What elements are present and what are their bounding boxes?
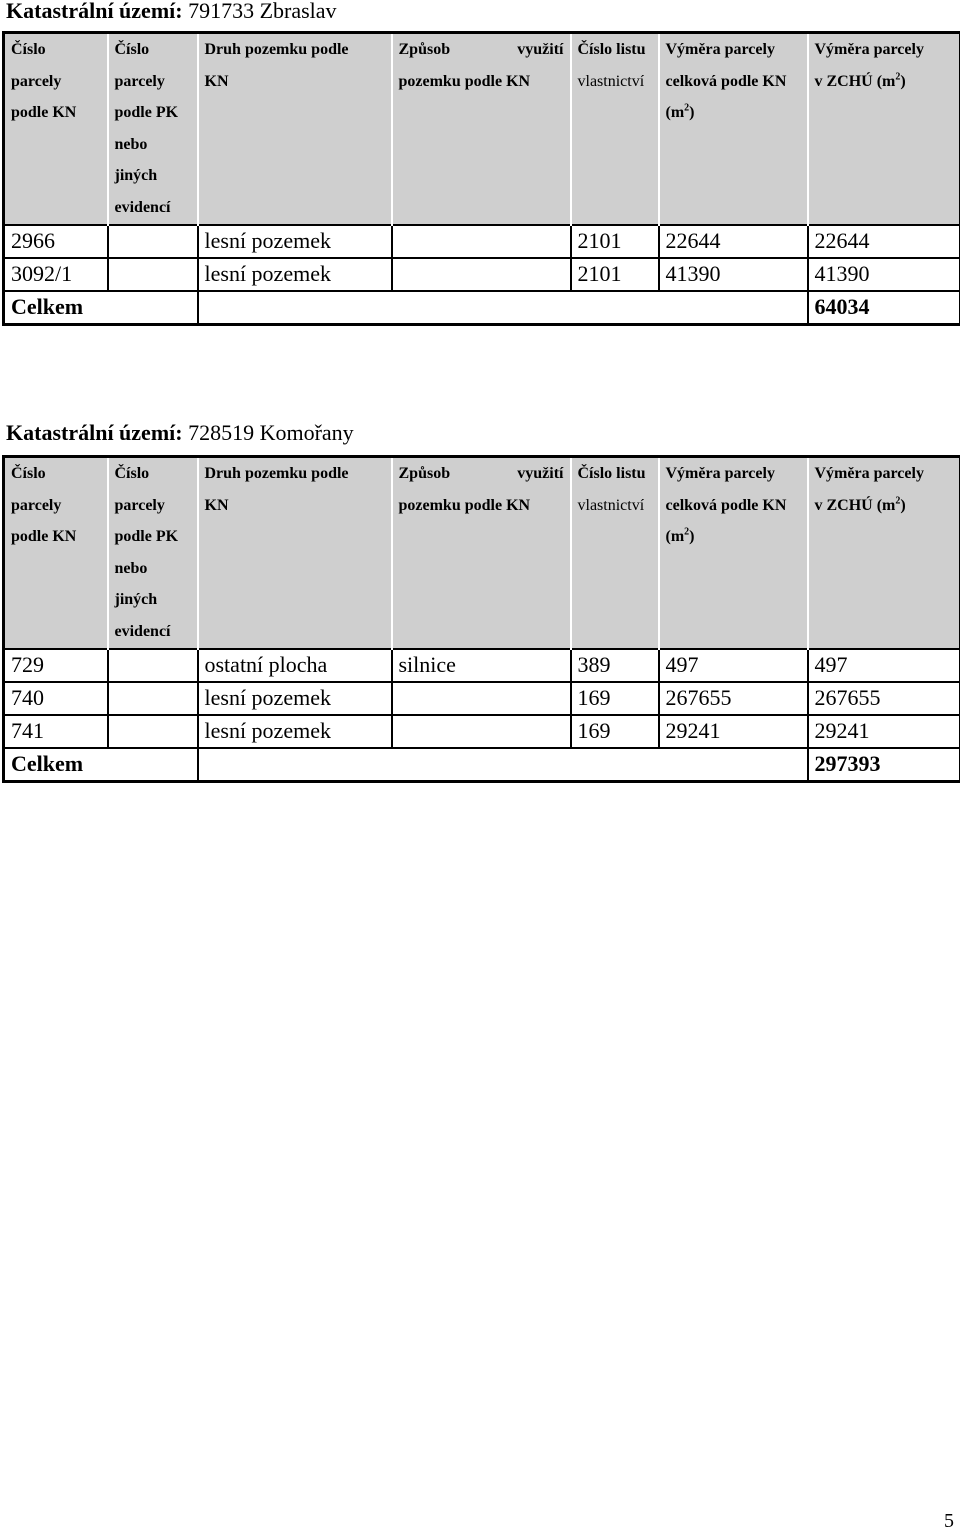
header-area-zchu: Výměra parcely v ZCHÚ $(m^2)$ [808, 33, 960, 225]
cell-parcel-kn: 2966 [4, 225, 108, 258]
table-header-row [4, 457, 960, 649]
header-parcel-pk: Číslo parcely podle PK nebo jiných evidencí [108, 457, 198, 649]
section-title-zbraslav [6, 0, 337, 24]
total-value: 297393 [808, 748, 960, 782]
cell-land-use [392, 682, 571, 715]
header-parcel-kn: Číslo parcely podle KN [4, 457, 108, 649]
header-ownership-list: Číslo listu vlastnictví [571, 457, 659, 649]
cell-parcel-kn: 740 [4, 682, 108, 715]
cell-ownership-list: 389 [571, 649, 659, 682]
cell-land-use [392, 225, 571, 258]
cell-area-total: 22644 [659, 225, 808, 258]
total-filler [198, 291, 808, 325]
cell-parcel-kn: 729 [4, 649, 108, 682]
cell-parcel-pk [108, 258, 198, 291]
cell-land-type: ostatní plocha [198, 649, 392, 682]
header-land-use: Způsob využití pozemku podle KN [392, 457, 571, 649]
header-parcel-pk: Číslo parcely podle PK nebo jiných evidencí [108, 33, 198, 225]
cell-ownership-list: 2101 [571, 258, 659, 291]
cell-parcel-kn: 741 [4, 715, 108, 748]
cell-land-use [392, 258, 571, 291]
header-parcel-kn: Číslo parcely podle KN [4, 33, 108, 225]
table-header-row [4, 33, 960, 225]
cell-area-total: 29241 [659, 715, 808, 748]
cell-land-type: lesní pozemek [198, 225, 392, 258]
header-area-total: Výměra parcely celková podle KN $(m^2)$ [659, 457, 808, 649]
total-value: 64034 [808, 291, 960, 325]
header-area-zchu: Výměra parcely v ZCHÚ $(m^2)$ [808, 457, 960, 649]
cell-ownership-list: 169 [571, 715, 659, 748]
total-row [4, 291, 960, 325]
section-title-name: 791733 Zbraslav [188, 0, 337, 23]
table-row [4, 225, 960, 258]
cell-ownership-list: 2101 [571, 225, 659, 258]
cell-area-zchu: 41390 [808, 258, 960, 291]
table-row [4, 258, 960, 291]
header-land-use: Způsob využití pozemku podle KN [392, 33, 571, 225]
cell-area-total: 497 [659, 649, 808, 682]
section-title-komorany [6, 420, 354, 446]
cell-parcel-pk [108, 225, 198, 258]
cell-area-zchu: 267655 [808, 682, 960, 715]
cell-area-zchu: 497 [808, 649, 960, 682]
cell-land-type: lesní pozemek [198, 682, 392, 715]
cell-land-use: silnice [392, 649, 571, 682]
total-label: Celkem [4, 748, 198, 782]
page-number: 5 [944, 1510, 954, 1532]
section-title-name: 728519 Komořany [188, 420, 354, 445]
parcel-table-zbraslav [2, 31, 960, 326]
cell-parcel-kn: 3092/1 [4, 258, 108, 291]
header-land-type: Druh pozemku podle KN [198, 33, 392, 225]
table-row [4, 682, 960, 715]
cell-land-type: lesní pozemek [198, 715, 392, 748]
cell-area-total: 267655 [659, 682, 808, 715]
parcel-table-komorany [2, 455, 960, 783]
cell-area-total: 41390 [659, 258, 808, 291]
section-title-prefix: Katastrální území: [6, 420, 183, 445]
header-ownership-list: Číslo listu vlastnictví [571, 33, 659, 225]
total-row [4, 748, 960, 782]
cell-land-type: lesní pozemek [198, 258, 392, 291]
cell-parcel-pk [108, 682, 198, 715]
cell-land-use [392, 715, 571, 748]
cell-area-zchu: 29241 [808, 715, 960, 748]
header-area-total: Výměra parcely celková podle KN $(m^2)$ [659, 33, 808, 225]
header-land-type: Druh pozemku podle KN [198, 457, 392, 649]
table-row [4, 649, 960, 682]
section-title-prefix: Katastrální území: [6, 0, 183, 23]
total-filler [198, 748, 808, 782]
total-label: Celkem [4, 291, 198, 325]
cell-area-zchu: 22644 [808, 225, 960, 258]
table-row [4, 715, 960, 748]
cell-parcel-pk [108, 715, 198, 748]
cell-parcel-pk [108, 649, 198, 682]
cell-ownership-list: 169 [571, 682, 659, 715]
